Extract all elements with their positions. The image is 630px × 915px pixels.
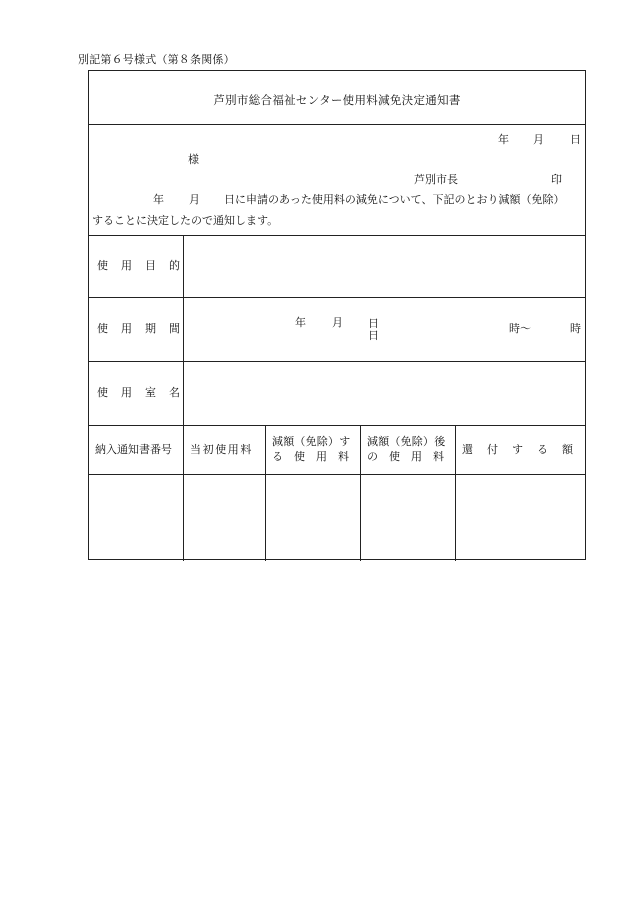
header-notice-number: 納入通知書番号 [95,443,172,456]
divider [89,297,585,298]
notice-text-line2: することに決定したので通知します。 [92,214,279,227]
header-refund: 還付する額 [462,443,587,456]
period-month: 月 [332,316,343,329]
divider [89,124,585,125]
notice-form [88,70,586,560]
reduced-fee-value-cell[interactable] [266,475,359,559]
header-reduced-fee-line2: る 使 用 料 [272,450,349,463]
period-label: 使用期間 [97,322,193,335]
period-day-top: 日 [368,317,379,330]
date-day: 日 [570,133,581,146]
form-title: 芦別市総合福祉センター使用料減免決定通知書 [213,93,461,107]
date-month: 月 [533,133,544,146]
addressee-suffix: 様 [188,153,199,166]
initial-fee-value-cell[interactable] [184,475,264,559]
header-post-fee-line1: 減額（免除）後 [367,435,446,448]
refund-value-cell[interactable] [456,475,585,559]
date-year: 年 [498,133,509,146]
purpose-value-cell[interactable] [184,236,585,296]
issuer-name: 芦別市長 [414,173,458,186]
period-time-to: 時 [570,322,581,335]
divider [89,425,585,426]
header-post-fee-line2: の 使 用 料 [367,450,444,463]
header-initial-fee: 当初使用料 [190,443,253,456]
notice-year: 年 [153,193,164,206]
notice-text-line1: 日に申請のあった使用料の減免について、下記のとおり減額（免除） [224,193,565,206]
form-reference: 別記第６号様式（第８条関係） [78,53,235,66]
period-time-from: 時～ [509,322,531,335]
room-value-cell[interactable] [184,362,585,424]
room-label: 使用室名 [97,386,193,399]
notice-number-value-cell[interactable] [90,475,182,559]
purpose-label-text: 使用目的 [97,259,193,272]
post-fee-value-cell[interactable] [361,475,454,559]
purpose-label [97,259,193,273]
period-year: 年 [295,316,306,329]
header-reduced-fee-line1: 減額（免除）す [272,435,351,448]
period-day-bottom: 日 [368,329,379,342]
issuer-seal: 印 [551,173,562,186]
notice-month: 月 [189,193,200,206]
